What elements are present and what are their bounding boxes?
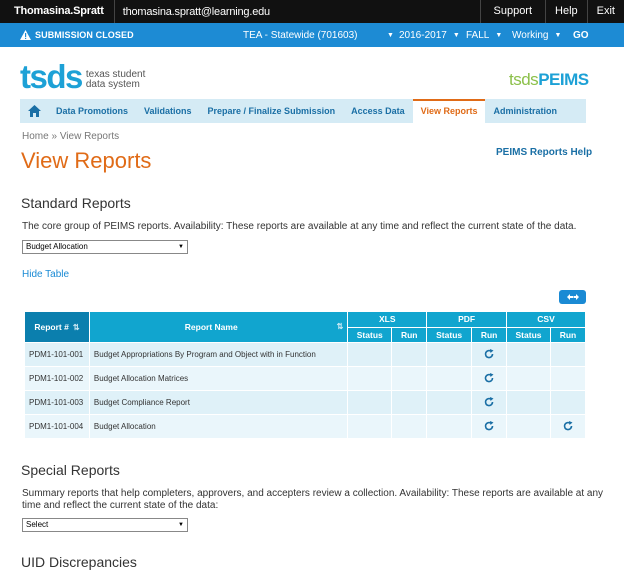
pdf-run-button[interactable] <box>472 343 507 367</box>
pdf-run-button[interactable] <box>472 367 507 391</box>
csv-status-cell <box>507 415 551 439</box>
nav-view-reports[interactable]: View Reports <box>413 99 486 123</box>
chevron-down-icon: ▼ <box>495 31 503 39</box>
report-name: Budget Allocation <box>89 415 347 439</box>
csv-status-header: Status <box>507 327 551 343</box>
report-num: PDM1-101-004 <box>25 415 90 439</box>
report-name: Budget Allocation Matrices <box>89 367 347 391</box>
csv-run-cell <box>550 367 585 391</box>
tsds-logo <box>20 58 146 95</box>
pdf-status-cell <box>427 367 472 391</box>
pdf-status-cell <box>427 343 472 367</box>
chevron-down-icon: ▼ <box>387 31 394 39</box>
swap-arrows-icon <box>567 293 579 301</box>
chevron-down-icon: ▼ <box>554 31 562 39</box>
xls-run-cell <box>392 391 427 415</box>
refresh-icon <box>484 349 494 359</box>
special-desc-line-1: Summary reports that help completers, approvers, and accepters review a collection. Availability: These reports are available at any <box>22 488 604 499</box>
standard-reports-description: The core group of PEIMS reports. Availability: These reports are available at any time and reflect the current state of the data. <box>22 221 577 232</box>
chevron-down-icon: ▼ <box>452 31 460 39</box>
breadcrumb-current: View Reports <box>59 131 120 142</box>
nav-administration[interactable]: Administration <box>493 106 557 116</box>
pdf-status-header: Status <box>427 327 472 343</box>
xls-run-cell <box>392 367 427 391</box>
toggle-columns-button[interactable] <box>559 290 586 304</box>
top-links <box>480 0 624 23</box>
xls-run-cell <box>392 343 427 367</box>
breadcrumb-home[interactable]: Home <box>22 131 49 142</box>
table-row <box>25 391 586 415</box>
xls-status-cell <box>348 343 392 367</box>
peims-reports-help-link[interactable]: PEIMS Reports Help <box>496 147 593 158</box>
chevron-down-icon: ▼ <box>178 522 184 528</box>
xls-status-header: Status <box>348 327 392 343</box>
csv-run-cell <box>550 391 585 415</box>
csv-run-header: Run <box>550 327 585 343</box>
nav-access-data[interactable]: Access Data <box>351 106 405 116</box>
pdf-run-header: Run <box>472 327 507 343</box>
standard-reports-table <box>24 311 586 439</box>
submission-status-label: SUBMISSION CLOSED <box>35 30 134 40</box>
col-group-pdf: PDF <box>427 312 507 328</box>
username: Thomasina.Spratt <box>0 0 115 23</box>
exit-link[interactable]: Exit <box>587 0 624 23</box>
uid-discrepancies-title: UID Discrepancies <box>21 554 137 570</box>
go-button[interactable]: GO <box>573 29 589 41</box>
report-num: PDM1-101-002 <box>25 367 90 391</box>
refresh-icon <box>484 421 494 431</box>
csv-status-cell <box>507 391 551 415</box>
pdf-run-button[interactable] <box>472 415 507 439</box>
csv-run-cell <box>550 343 585 367</box>
tagline-line-2: data system <box>85 79 140 90</box>
hide-table-link[interactable]: Hide Table <box>22 269 70 280</box>
year-value: 2016-2017 <box>399 29 447 41</box>
user-email: thomasina.spratt@learning.edu <box>122 5 270 18</box>
col-report-name-label: Report Name <box>184 322 238 332</box>
report-num: PDM1-101-003 <box>25 391 90 415</box>
special-report-select[interactable] <box>22 518 188 532</box>
organization-dropdown[interactable] <box>381 32 394 39</box>
csv-status-cell <box>507 367 551 391</box>
sort-icon: ⇅ <box>336 322 344 331</box>
status-bar <box>0 23 624 47</box>
warning-icon <box>20 30 31 40</box>
standard-reports-title: Standard Reports <box>21 195 131 211</box>
period-dropdown[interactable] <box>466 30 502 41</box>
state-dropdown[interactable] <box>512 30 561 41</box>
table-row <box>25 415 586 439</box>
organization-label: TEA - Statewide (701603) <box>243 29 358 41</box>
year-dropdown[interactable] <box>399 30 460 41</box>
tsds-tagline <box>86 70 145 90</box>
pdf-run-button[interactable] <box>472 391 507 415</box>
support-link[interactable]: Support <box>480 0 546 23</box>
csv-status-cell <box>507 343 551 367</box>
xls-status-cell <box>348 391 392 415</box>
refresh-icon <box>484 397 494 407</box>
nav-data-promotions[interactable]: Data Promotions <box>56 106 129 116</box>
col-report-num[interactable] <box>25 312 90 343</box>
table-row <box>25 343 586 367</box>
main-nav <box>20 99 586 123</box>
col-group-csv: CSV <box>507 312 586 328</box>
xls-run-header: Run <box>392 327 427 343</box>
csv-run-button[interactable] <box>550 415 585 439</box>
state-value: Working <box>512 29 549 41</box>
breadcrumb <box>22 131 119 142</box>
peims-logo-suffix: PEIMS <box>538 70 589 89</box>
home-icon <box>28 105 41 117</box>
special-reports-title: Special Reports <box>21 462 120 478</box>
help-link[interactable]: Help <box>545 0 587 23</box>
col-report-num-label: Report # <box>34 322 69 332</box>
tagline-line-1: texas student <box>85 69 146 80</box>
pdf-status-cell <box>427 415 472 439</box>
sort-icon: ⇅ <box>72 323 80 332</box>
submission-status <box>0 30 134 40</box>
period-value: FALL <box>466 29 490 41</box>
refresh-icon <box>484 373 494 383</box>
chevron-down-icon: ▼ <box>178 244 184 250</box>
col-report-name[interactable] <box>89 312 347 343</box>
nav-validations[interactable]: Validations <box>144 106 192 116</box>
standard-report-select-value: Budget Allocation <box>26 242 88 251</box>
home-button[interactable] <box>20 99 48 123</box>
peims-logo-prefix: tsds <box>509 70 539 89</box>
top-bar <box>0 0 624 23</box>
refresh-icon <box>563 421 573 431</box>
col-group-xls: XLS <box>348 312 427 328</box>
xls-run-cell <box>392 415 427 439</box>
special-reports-description <box>22 488 603 512</box>
report-name: Budget Compliance Report <box>89 391 347 415</box>
special-desc-line-2: time and reflect the current state of the data: <box>22 500 219 511</box>
table-row <box>25 367 586 391</box>
report-name: Budget Appropriations By Program and Object with in Function <box>89 343 347 367</box>
nav-prepare-finalize[interactable]: Prepare / Finalize Submission <box>207 106 336 116</box>
report-num: PDM1-101-001 <box>25 343 90 367</box>
special-report-select-value: Select <box>26 520 49 529</box>
xls-status-cell <box>348 367 392 391</box>
page-title: View Reports <box>21 148 152 173</box>
breadcrumb-sep: » <box>51 131 58 142</box>
xls-status-cell <box>348 415 392 439</box>
tsds-peims-logo <box>509 70 589 90</box>
pdf-status-cell <box>427 391 472 415</box>
standard-report-select[interactable] <box>22 240 188 254</box>
tsds-logo-word: tsds <box>20 58 82 95</box>
